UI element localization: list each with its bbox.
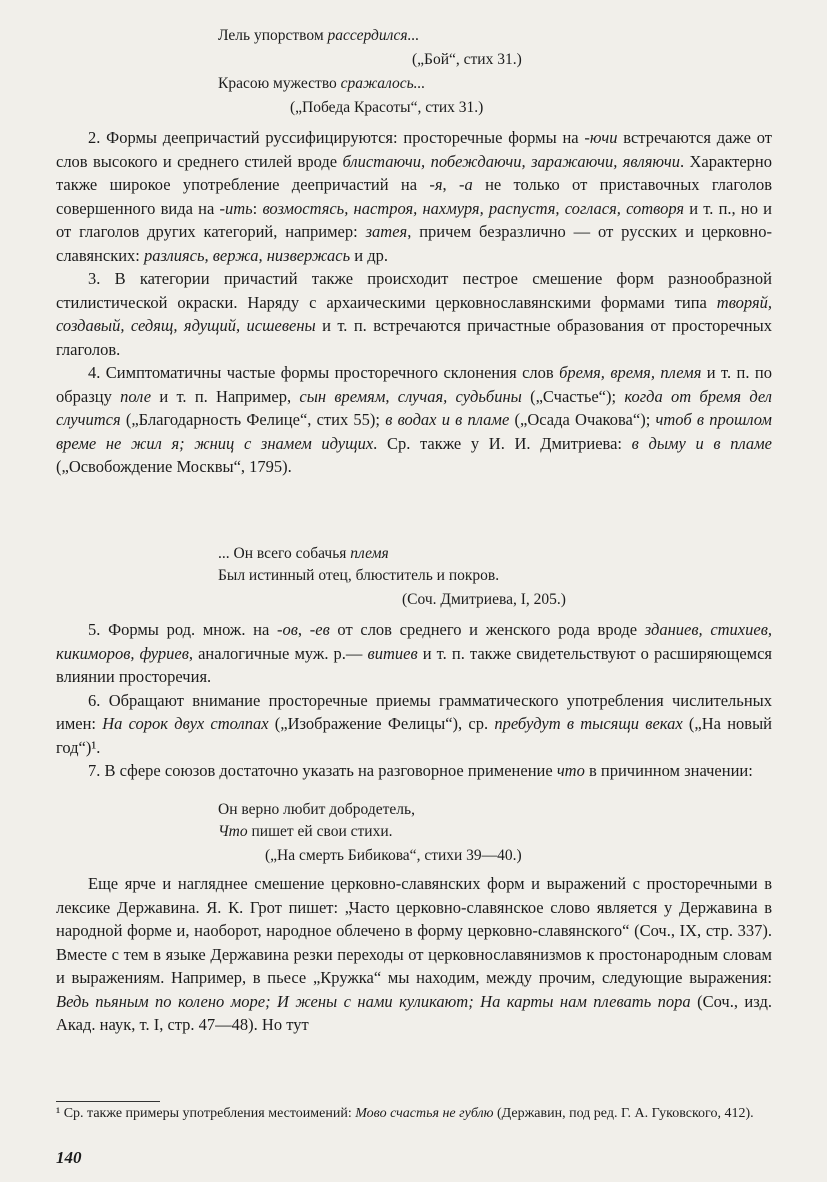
verse-source: („Бой“, стих 31.) (412, 51, 522, 68)
verse-line: ... Он всего собачья племя (218, 545, 389, 562)
paragraph-7: 7. В сфере союзов достаточно указать на разговорное применение что в причинном значении: (88, 761, 753, 780)
verse-line: Был истинный отец, блюститель и покров. (218, 567, 500, 584)
paragraph-4: 4. Симптоматичны частые формы просторечного склонения слов бремя, время, племя и т. п. по образцу поле и т. п. Например, сын времям, случая, судьбины („Счастье“); когда от бремя дел случится („Благодарность Фелице“, стих 55); в водах и в пламе („Осада Очакова“); чтоб в прошлом време не жил я; жниц с знамем идущих. Ср. также у И. И. Дмитриева: в дыму и в пламе („Освобождение Москвы“, 1795). (56, 363, 772, 476)
verse-line: Лель упорством рассердился... (218, 27, 420, 44)
verse-line: Он верно любит добродетель, (218, 801, 415, 818)
footnote: ¹ Ср. также примеры употребления местоимений: Мово счастья не гублю (Державин, под ред. Г. А. Гуковского, 412). (56, 1106, 754, 1121)
footnote-divider (56, 1101, 160, 1102)
paragraph-6: 6. Обращают внимание просторечные приемы грамматического употребления числительных имен: На сорок двух столпах („Изображение Фелицы“), ср. пребудут в тысящи веках („На новый год“)¹. (56, 690, 772, 757)
paragraph-8: Еще ярче и нагляднее смешение церковно-славянских форм и выражений с просторечными в лексике Державина. Я. К. Грот пишет: „Часто церковно-славянское слово является у Державина в народной форме и, наоборот, народное облечено в форму церковно-славянского“ (Соч., IX, стр. 337). Вместе с тем в языке Державина резки переходы от церковнославянизмов к простонародным словам и выражениям. Например, в пьесе „Кружка“ мы находим, между прочим, следующие выражения: Ведь пьяным по колено море; И жены с нами куликают; На карты нам плевать пора (Соч., изд. Акад. наук, т. I, стр. 47—48). Но тут (56, 874, 772, 1034)
page-number: 140 (56, 1148, 82, 1167)
verse-source: („На смерть Бибикова“, стихи 39—40.) (265, 847, 522, 864)
text-block-2 (56, 618, 772, 783)
verse-line: Красою мужество сражалось... (218, 75, 426, 92)
verse-line: Что пишет ей свои стихи. (218, 823, 393, 840)
text-block-1 (56, 126, 772, 479)
paragraph-5: 5. Формы род. множ. на -ов, -ев от слов среднего и женского рода вроде зданиев, стихиев, кикиморов, фуриев, аналогичные муж. р.— витиев и т. п. также свидетельствуют о расширяющемся влиянии просторечия. (56, 620, 773, 686)
verse-source: (Соч. Дмитриева, I, 205.) (402, 591, 566, 608)
paragraph-2: 2. Формы деепричастий руссифицируются: просторечные формы на -ючи встречаются даже от слов высокого и среднего стилей вроде блистаючи, побеждаючи, заражаючи, являючи. Характерно также широкое употребление деепричастий на -я, -а не только от приставочных глаголов совершенного вида на -ить: возмостясь, настроя, нахмуря, распустя, соглася, сотворя и т. п., но и от глаголов других категорий, например: затея, причем безразлично — от русских и церковно-славянских: разлиясь, вержа, низвержась и др. (56, 128, 773, 265)
text-block-3 (56, 872, 772, 1037)
verse-source: („Победа Красоты“, стих 31.) (290, 99, 484, 116)
paragraph-3: 3. В категории причастий также происходит пестрое смешение форм разнообразной стилистической окраски. Наряду с архаическими церковнославянскими формами типа творяй, создавый, седящ, ядущий, исшевены и т. п. встречаются причастные образования от просторечных глаголов. (56, 269, 772, 359)
